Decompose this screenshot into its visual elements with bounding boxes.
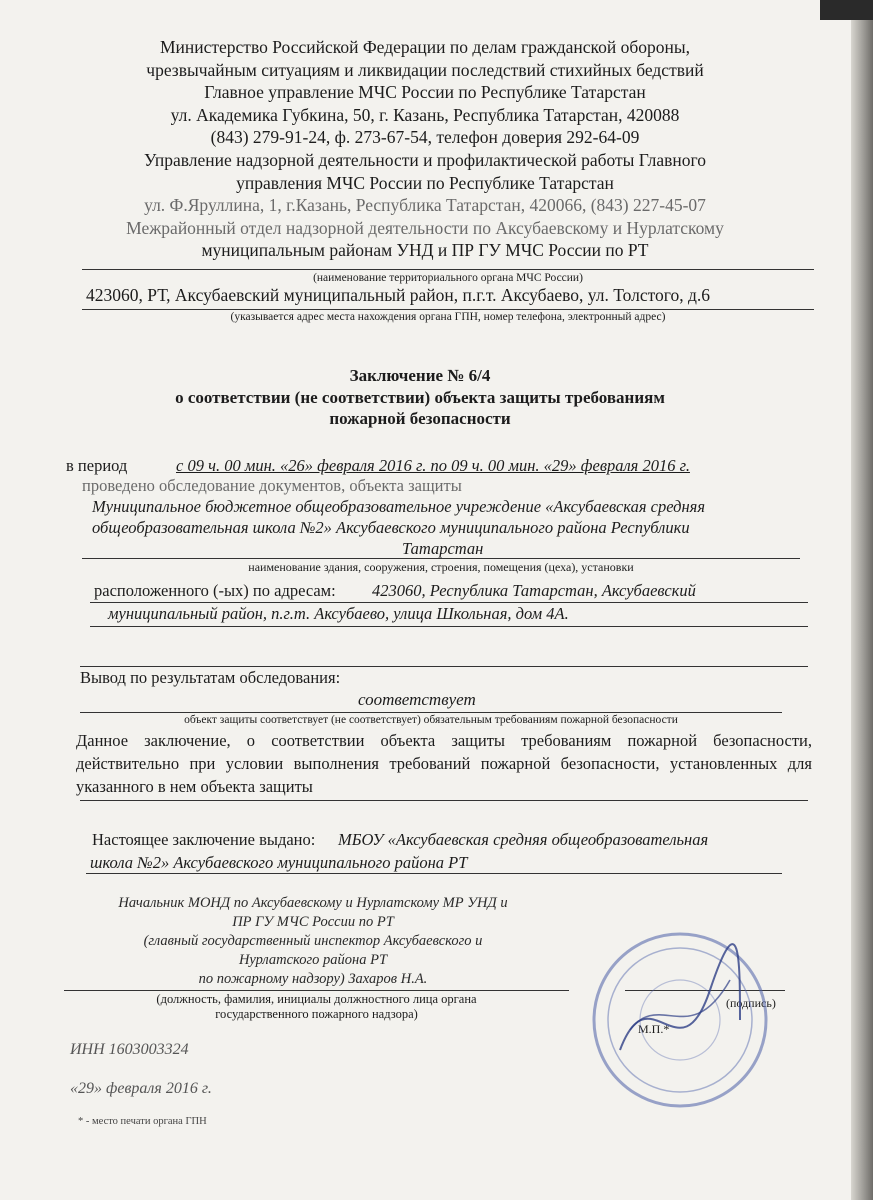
header-line: муниципальным районам УНД и ПР ГУ МЧС России по РТ: [201, 240, 649, 261]
document-title: [80, 365, 760, 430]
issued-label: Настоящее заключение выдано:: [92, 830, 316, 849]
issued-to: школа №2» Аксубаевского муниципального района РТ: [90, 853, 468, 872]
signatory-line: ПР ГУ МЧС России по РТ: [232, 914, 394, 930]
conclusion-label: Вывод по результатам обследования:: [80, 668, 341, 687]
signature-caption: (подпись): [726, 996, 776, 1010]
signatory-line: по пожарному надзору) Захаров Н.А.: [198, 971, 428, 987]
object-name-line: общеобразовательная школа №2» Аксубаевского муниципального района Республики: [92, 518, 690, 537]
location-line: 423060, Республика Татарстан, Аксубаевский: [372, 581, 696, 600]
issued-to: МБОУ «Аксубаевская средняя общеобразовательная: [338, 830, 709, 849]
divider: [86, 873, 782, 874]
caption-line: государственного пожарного надзора): [215, 1007, 418, 1021]
divider: [80, 800, 808, 801]
header-line: управления МЧС России по Республике Татарстан: [236, 172, 614, 193]
conclusion-caption: объект защиты соответствует (не соответствует) обязательным требованиям пожарной безопасности: [184, 714, 678, 726]
footnote: * - место печати органа ГПН: [78, 1116, 207, 1127]
scan-edge: [851, 0, 873, 1200]
org-caption: (наименование территориального органа МЧС России): [313, 272, 583, 284]
letterhead: [60, 36, 790, 262]
location-line: муниципальный район, п.г.т. Аксубаево, улица Школьная, дом 4А.: [108, 604, 569, 623]
divider: [80, 666, 808, 667]
header-line: Главное управление МЧС России по Республике Татарстан: [204, 82, 646, 103]
org-address: 423060, РТ, Аксубаевский муниципальный район, п.г.т. Аксубаево, ул. Толстого, д.6: [86, 285, 711, 305]
address-caption: (указывается адрес места нахождения органа ГПН, номер телефона, электронный адрес): [230, 311, 666, 323]
signatory-line: Нурлатского района РТ: [238, 952, 388, 968]
signatory-block: [68, 894, 558, 989]
divider: [82, 309, 814, 310]
inspection-text: проведено обследование документов, объекта защиты: [82, 476, 462, 495]
divider: [64, 990, 569, 991]
period-value: с 09 ч. 00 мин. «26» февраля 2016 г. по 09 ч. 00 мин. «29» февраля 2016 г.: [176, 456, 690, 475]
stamp-place: М.П.*: [638, 1022, 670, 1036]
title-subject: о соответствии (не соответствии) объекта защиты требованиям: [175, 387, 665, 407]
divider: [80, 712, 782, 713]
header-line: чрезвычайным ситуациям и ликвидации последствий стихийных бедствий: [146, 59, 704, 80]
object-caption: наименование здания, сооружения, строения, помещения (цеха), установки: [248, 560, 634, 574]
caption-line: (должность, фамилия, инициалы должностного лица органа: [156, 992, 477, 1006]
scan-corner: [820, 0, 873, 20]
signatory-line: (главный государственный инспектор Аксубаевского и: [143, 933, 483, 949]
header-line: ул. Ф.Яруллина, 1, г.Казань, Республика Татарстан, 420066, (843) 227-45-07: [144, 195, 706, 216]
divider: [82, 269, 814, 270]
signatory-line: Начальник МОНД по Аксубаевскому и Нурлатскому МР УНД и: [118, 895, 508, 911]
header-line: ул. Академика Губкина, 50, г. Казань, Республика Татарстан, 420088: [170, 104, 680, 125]
signatory-caption: [64, 992, 569, 1022]
header-line: Министерство Российской Федерации по делам гражданской обороны,: [159, 37, 691, 57]
header-line: Управление надзорной деятельности и профилактической работы Главного: [144, 149, 706, 170]
object-name-line: Муниципальное бюджетное общеобразовательное учреждение «Аксубаевская средняя: [92, 497, 705, 516]
divider: [90, 626, 808, 627]
header-line: (843) 279-91-24, ф. 273-67-54, телефон доверия 292-64-09: [210, 127, 640, 148]
header-line: Межрайонный отдел надзорной деятельности по Аксубаевскому и Нурлатскому: [126, 217, 724, 238]
divider: [82, 558, 800, 559]
title-subject: пожарной безопасности: [329, 409, 511, 428]
inn-number: ИНН 1603003324: [70, 1041, 189, 1058]
validity-text: Данное заключение, о соответствии объекта защиты требованиям пожарной безопасности, действительно при условии выполнения требований пожарной безопасности, установленных для указанного в нем объекта защиты: [76, 731, 812, 796]
conclusion-value: соответствует: [358, 690, 476, 709]
object-name-line: Татарстан: [402, 539, 484, 558]
period-label: в период: [66, 456, 128, 475]
location-label: расположенного (-ых) по адресам:: [94, 581, 336, 600]
divider: [90, 602, 808, 603]
issue-date: «29» февраля 2016 г.: [70, 1080, 212, 1097]
official-seal-stamp: [590, 930, 770, 1110]
title-number: Заключение № 6/4: [349, 366, 491, 385]
